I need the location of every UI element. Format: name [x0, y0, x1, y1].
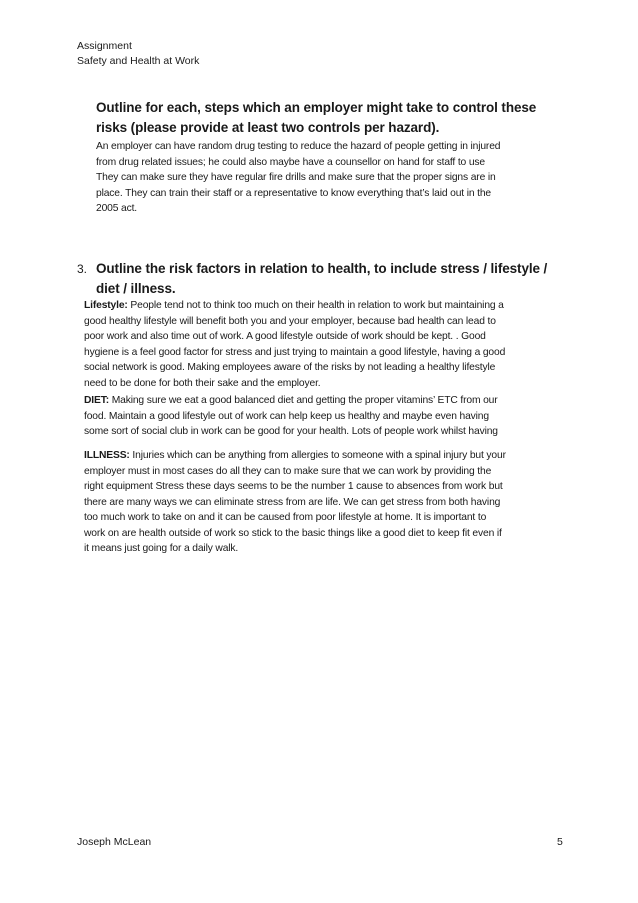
- question-number: 3.: [77, 262, 88, 276]
- text-line: They can make sure they have regular fire drills and make sure that the proper signs are in: [96, 172, 496, 183]
- text-line: ILLNESS: Injuries which can be anything from allergies to someone with a spinal injury but your: [84, 450, 506, 461]
- text-line: social network is good. Making employees aware of the risks by not leading a healthy lifestyle: [84, 362, 496, 373]
- text-line: there are many ways we can eliminate stress from are life. We can get stress from both having: [84, 496, 501, 508]
- text-line: place. They can train their staff or a representative to know everything that’s laid out in the: [96, 187, 492, 199]
- text-line: it means just going for a daily walk.: [84, 543, 239, 554]
- outline-controls-section: [96, 98, 566, 217]
- text-line: poor work and also time out of work. A good lifestyle outside of work should be kept. . Good: [84, 331, 486, 342]
- outline-controls-heading: Outline for each, steps which an employer might take to control these risks (please provide at least two controls per hazard).: [96, 100, 537, 135]
- diet-label: DIET:: [84, 395, 109, 406]
- document-header: [77, 39, 199, 69]
- text-line: 2005 act.: [96, 203, 138, 214]
- page-number: 5: [557, 836, 563, 848]
- header-course: Safety and Health at Work: [77, 55, 200, 67]
- text-line: work on are health outside of work so stick to the basic things like a good diet to keep fit even if: [84, 527, 502, 539]
- footer-author: Joseph McLean: [77, 836, 152, 848]
- illness-label: ILLNESS:: [84, 450, 130, 461]
- lifestyle-paragraph: [84, 298, 566, 391]
- question-3: [77, 259, 567, 299]
- illness-paragraph: [84, 448, 566, 557]
- header-assignment: Assignment: [77, 40, 132, 52]
- text-line: some sort of social club in work can be good for your health. Lots of people work whilst having: [84, 426, 498, 437]
- text-line: hygiene is a feel good factor for stress and just trying to maintain a good lifestyle, having a good: [84, 346, 506, 358]
- text-line: DIET: Making sure we eat a good balanced diet and getting the proper vitamins’ ETC from our: [84, 395, 498, 406]
- text-line: employer must in most cases do all they can to make sure that we can work by providing the: [84, 465, 492, 477]
- lifestyle-label: Lifestyle:: [84, 300, 128, 311]
- question-3-heading: Outline the risk factors in relation to health, to include stress / lifestyle / diet / illness.: [96, 261, 548, 296]
- text-line: An employer can have random drug testing to reduce the hazard of people getting in injured: [96, 141, 501, 152]
- outline-controls-body: [96, 139, 566, 217]
- text-line: too much work to take on and it can be caused from poor lifestyle at home. It is important to: [84, 512, 487, 523]
- text-line: Lifestyle: People tend not to think too much on their health in relation to work but maintaining a: [84, 300, 504, 311]
- text-line: food. Maintain a good lifestyle out of work can help keep us healthy and maybe even having: [84, 410, 489, 422]
- text-line: right equipment Stress these days seems to be the number 1 cause to absences from work but: [84, 481, 503, 492]
- text-line: from drug related issues; he could also maybe have a counsellor on hand for staff to use: [96, 156, 485, 168]
- text-line: good healthy lifestyle will benefit both you and your employer, because bad health can lead to: [84, 315, 496, 327]
- text-line: need to be done for both their sake and the employer.: [84, 377, 321, 389]
- diet-paragraph: [84, 393, 566, 440]
